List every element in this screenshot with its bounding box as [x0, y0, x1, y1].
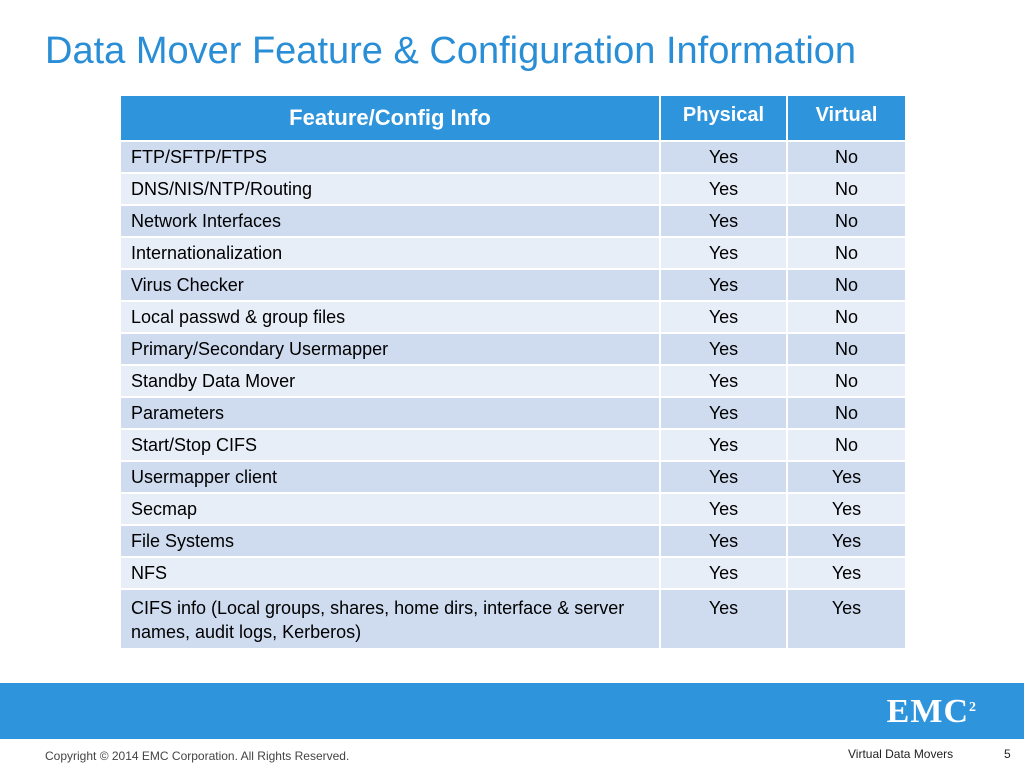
logo-superscript: 2 [969, 700, 976, 715]
footer-section-title: Virtual Data Movers [848, 747, 954, 761]
physical-cell: Yes [660, 141, 787, 173]
virtual-cell: No [787, 301, 906, 333]
table-row [120, 237, 906, 269]
page-number: 5 [1004, 747, 1011, 761]
virtual-cell: No [787, 269, 906, 301]
physical-cell: Yes [660, 173, 787, 205]
header-feature: Feature/Config Info [120, 95, 660, 141]
physical-cell: Yes [660, 269, 787, 301]
table-header-row [120, 95, 906, 141]
physical-cell: Yes [660, 525, 787, 557]
table-row [120, 589, 906, 649]
physical-cell: Yes [660, 429, 787, 461]
physical-cell: Yes [660, 397, 787, 429]
physical-cell: Yes [660, 589, 787, 649]
physical-cell: Yes [660, 461, 787, 493]
virtual-cell: Yes [787, 557, 906, 589]
table-row [120, 205, 906, 237]
feature-cell: Primary/Secondary Usermapper [120, 333, 660, 365]
header-virtual: Virtual [787, 95, 906, 141]
physical-cell: Yes [660, 237, 787, 269]
table-row [120, 493, 906, 525]
logo-text: EMC [886, 693, 969, 730]
virtual-cell: No [787, 141, 906, 173]
feature-cell: Standby Data Mover [120, 365, 660, 397]
table-row [120, 461, 906, 493]
feature-cell: Secmap [120, 493, 660, 525]
feature-cell: Usermapper client [120, 461, 660, 493]
feature-cell: Virus Checker [120, 269, 660, 301]
table-row [120, 269, 906, 301]
table-row [120, 301, 906, 333]
feature-cell: Network Interfaces [120, 205, 660, 237]
feature-cell: Parameters [120, 397, 660, 429]
feature-cell: Local passwd & group files [120, 301, 660, 333]
feature-cell: NFS [120, 557, 660, 589]
virtual-cell: No [787, 205, 906, 237]
virtual-cell: Yes [787, 589, 906, 649]
slide-title: Data Mover Feature & Configuration Information [45, 30, 857, 72]
physical-cell: Yes [660, 301, 787, 333]
copyright-text: Copyright © 2014 EMC Corporation. All Rights Reserved. [45, 749, 350, 763]
virtual-cell: No [787, 237, 906, 269]
table-row [120, 397, 906, 429]
physical-cell: Yes [660, 493, 787, 525]
table-row [120, 141, 906, 173]
virtual-cell: Yes [787, 461, 906, 493]
table-row [120, 525, 906, 557]
feature-cell: CIFS info (Local groups, shares, home dirs, interface & server names, audit logs, Kerberos) [120, 589, 660, 649]
virtual-cell: No [787, 333, 906, 365]
table-row [120, 333, 906, 365]
feature-table [119, 94, 907, 650]
table-row [120, 429, 906, 461]
virtual-cell: Yes [787, 525, 906, 557]
physical-cell: Yes [660, 365, 787, 397]
table-row [120, 557, 906, 589]
physical-cell: Yes [660, 333, 787, 365]
virtual-cell: No [787, 173, 906, 205]
virtual-cell: No [787, 429, 906, 461]
feature-cell: Start/Stop CIFS [120, 429, 660, 461]
table-row [120, 365, 906, 397]
physical-cell: Yes [660, 557, 787, 589]
virtual-cell: Yes [787, 493, 906, 525]
physical-cell: Yes [660, 205, 787, 237]
footer-band [0, 683, 1024, 739]
feature-cell: File Systems [120, 525, 660, 557]
emc-logo [887, 695, 976, 729]
feature-cell: FTP/SFTP/FTPS [120, 141, 660, 173]
feature-cell: Internationalization [120, 237, 660, 269]
virtual-cell: No [787, 397, 906, 429]
feature-cell: DNS/NIS/NTP/Routing [120, 173, 660, 205]
virtual-cell: No [787, 365, 906, 397]
header-physical: Physical [660, 95, 787, 141]
table-row [120, 173, 906, 205]
